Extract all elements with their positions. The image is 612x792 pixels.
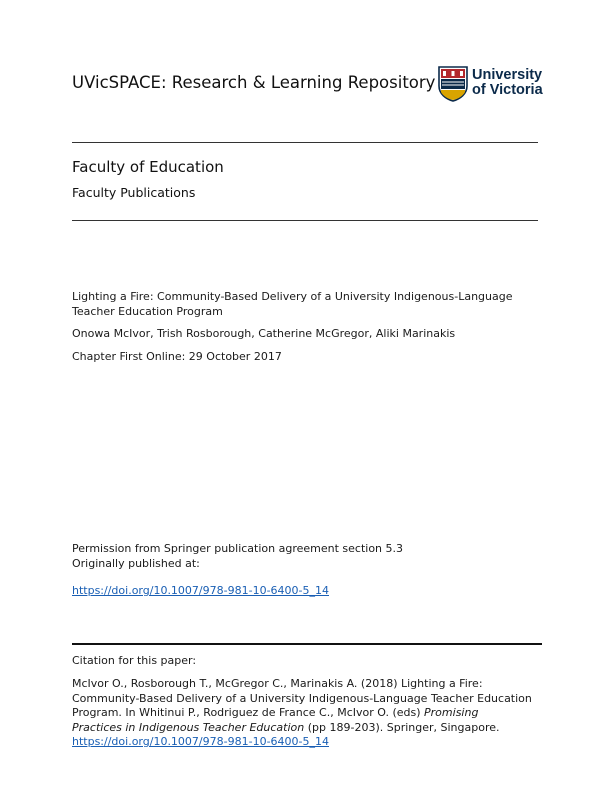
citation-line4-text: (pp 189-203). Springer, Singapore. [304,720,500,734]
permission-line1: Permission from Springer publication agreement section 5.3 [72,542,404,555]
divider-top [72,142,538,143]
citation-line1: McIvor O., Rosborough T., McGregor C., Marinakis A. (2018) Lighting a Fire: [72,677,483,690]
citation-heading: Citation for this paper: [72,654,197,667]
book-title-part2: Practices in Indigenous Teacher Education [72,720,305,734]
university-logo [438,66,543,104]
collection-subheading: Faculty Publications [72,185,196,200]
paper-title-line1: Lighting a Fire: Community-Based Delivery of a University Indigenous-Language [72,290,513,303]
paper-title [72,290,532,319]
permission-line2: Originally published at: [72,556,200,570]
university-name-line1: University [472,67,543,83]
citation-line3-text: Program. In Whitinui P., Rodriguez de France C., McIvor O. (eds) [72,706,425,719]
citation-line2: Community-Based Delivery of a University Indigenous-Language Teacher Education [72,691,532,705]
citation-text [72,677,542,750]
author-list: Onowa McIvor, Trish Rosborough, Catherine McGregor, Aliki Marinakis [72,327,456,340]
citation-doi-link[interactable]: https://doi.org/10.1007/978-981-10-6400-5_14 [72,735,329,748]
online-date: Chapter First Online: 29 October 2017 [72,350,282,363]
paper-title-line2: Teacher Education Program [72,304,223,318]
divider-middle [72,220,538,221]
doi-link[interactable]: https://doi.org/10.1007/978-981-10-6400-5_14 [72,584,329,597]
permission-statement [72,542,532,571]
uvic-shield-icon [438,66,468,102]
faculty-heading: Faculty of Education [72,158,224,176]
book-title-part1: Promising [424,706,479,719]
citation-line3 [72,706,542,721]
repository-title: UVicSPACE: Research & Learning Repository [72,73,436,92]
citation-line4 [72,721,542,736]
university-name-line2: of Victoria [472,82,543,98]
university-name [472,68,543,98]
divider-citation [72,643,542,645]
